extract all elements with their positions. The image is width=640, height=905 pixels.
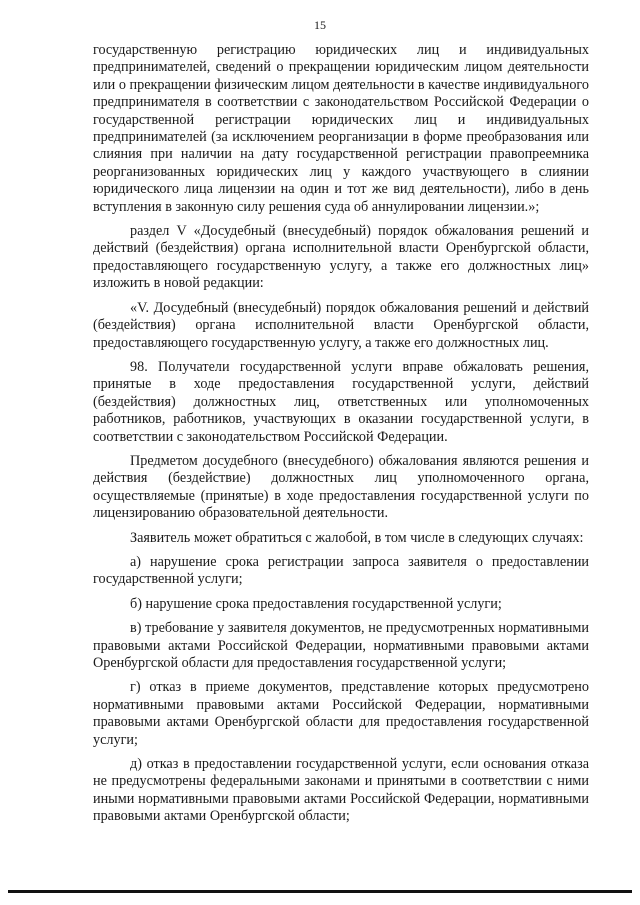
paragraph-complaint-cases: Заявитель может обратиться с жалобой, в том числе в следующих случаях:	[130, 529, 584, 546]
paragraph-section-v-title: «V. Досудебный (внесудебный) порядок обжалования решений и действий (бездействия) органа исполнительной власти Оренбургской области, предоставляющего государственную услугу, а также его должностных лиц.	[93, 299, 589, 351]
bottom-scan-edge	[8, 890, 632, 893]
list-item-g: г) отказ в приеме документов, представление которых предусмотрено нормативными правовыми актами Российской Федерации, нормативными правовыми актами Оренбургской области для предоставления государственной услуги;	[93, 679, 589, 748]
paragraph-continuation: государственную регистрацию юридических лиц и индивидуальных предпринимателей, сведений о прекращении юридическим лицом деятельности или о прекращении физическим лицом деятельности в качестве индивидуального предпринимателя в соответствии с законодательством Российской Федерации о государственной регистрации юридических лиц и индивидуальных предпринимателей (за исключением реорганизации в форме преобразования или слияния при наличии на дату государственной регистрации правопреемника реорганизованных юридических лиц у каждого участвующего в слиянии юридического лица лицензии на один и тот же вид деятельности), либо в день вступления в законную силу решения суда об аннулировании лицензии.»;	[93, 42, 589, 215]
paragraph-98: 98. Получатели государственной услуги вправе обжаловать решения, принятые в ходе предоставления государственной услуги, действий (бездействия) должностных лиц, ответственных или уполномоченных работников, работников, участвующих в оказании государственной услуги, в соответствии с законодательством Российской Федерации.	[93, 358, 589, 445]
paragraph-section-v-instruction: раздел V «Досудебный (внесудебный) порядок обжалования решений и действий (бездействия) органа исполнительной власти Оренбургской области, предоставляющего государственную услугу, а также его должностных лиц» изложить в новой редакции:	[93, 223, 589, 292]
paragraph-subject-of-appeal: Предметом досудебного (внесудебного) обжалования являются решения и действия (бездействие) должностных лиц уполномоченного органа, осуществляемые (принятые) в ходе предоставления государственной услуги по лицензированию образовательной деятельности.	[93, 452, 589, 522]
list-item-v: в) требование у заявителя документов, не предусмотренных нормативными правовыми актами Российской Федерации, нормативными правовыми актами Оренбургской области для предоставления государственной услуги;	[93, 620, 589, 671]
list-item-b: б) нарушение срока предоставления государственной услуги;	[130, 595, 502, 612]
list-item-d: д) отказ в предоставлении государственной услуги, если основания отказа не предусмотрены федеральными законами и принятыми в соответствии с ними иными нормативными правовыми актами Российской Федерации, нормативными правовыми актами Оренбургской области;	[93, 756, 589, 825]
document-body	[93, 42, 589, 833]
list-item-a: а) нарушение срока регистрации запроса заявителя о предоставлении государственной услуги;	[93, 553, 589, 588]
page-number: 15	[314, 18, 326, 32]
